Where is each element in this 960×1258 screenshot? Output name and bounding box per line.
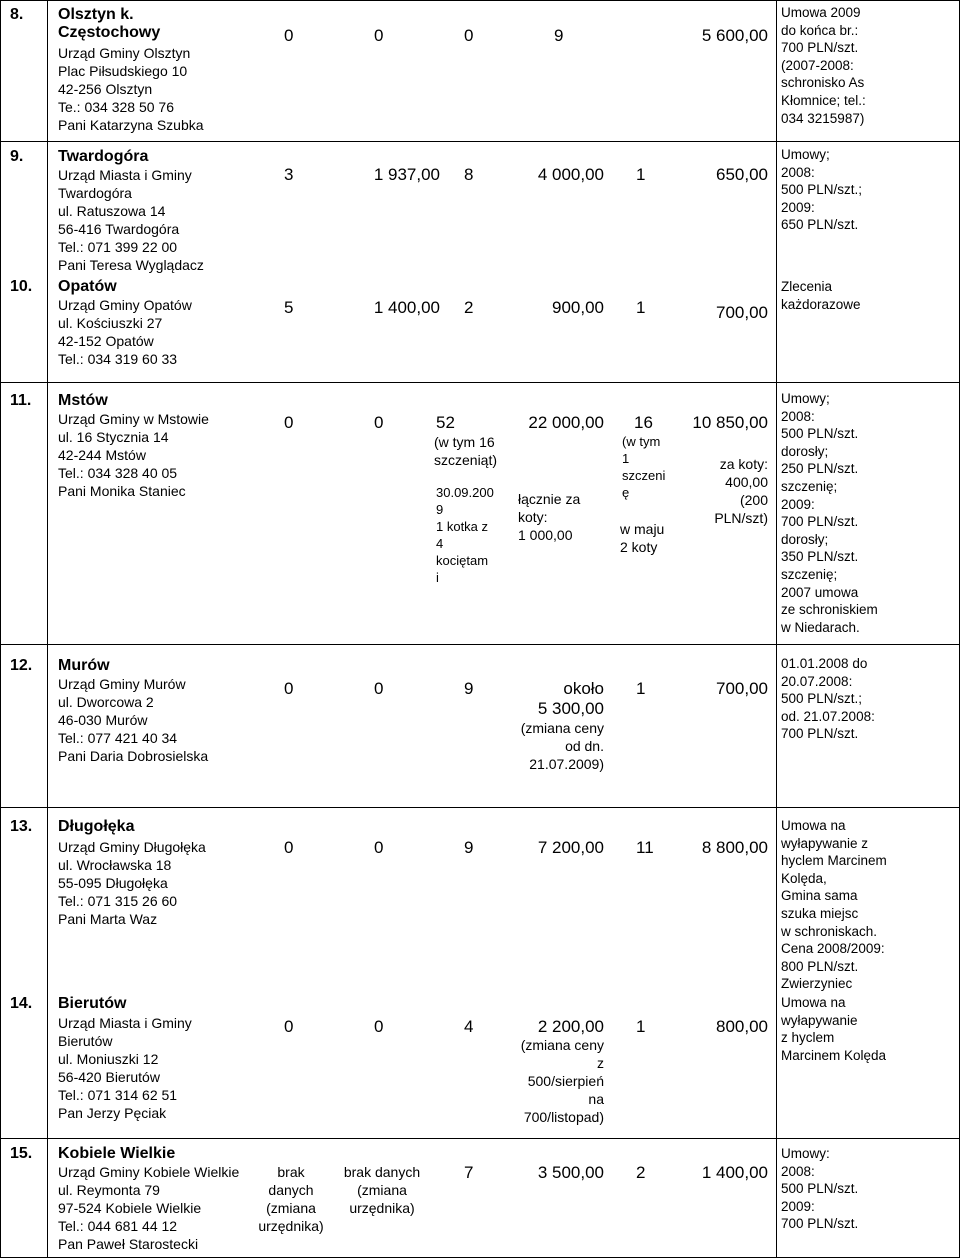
value-cell: 4 bbox=[464, 1017, 474, 1036]
note-cell: Umowy; 2008: 500 PLN/szt.; 2009: 650 PLN/szt. bbox=[781, 147, 863, 233]
note-cell: 01.01.2008 do 20.07.2008: 500 PLN/szt.; od. 21.07.2008: 700 PLN/szt. bbox=[781, 656, 875, 742]
value-note: (w tym 1 szczeni ę bbox=[622, 434, 666, 500]
value-cell: 9 bbox=[554, 26, 564, 45]
value-cell: 2 bbox=[464, 298, 474, 317]
note-cell: Umowa na wyłapywanie z hyclem Marcinem Kolęda, Gmina sama szuka miejsc w schroniskach. Cena 2008/2009: 800 PLN/szt. Zwierzyniec bbox=[781, 818, 887, 992]
municipality-name: Mstów bbox=[58, 392, 108, 409]
value-cell: 1 bbox=[636, 679, 646, 698]
note-cell: Umowa na wyłapywanie z hyclem Marcinem Kolęda bbox=[781, 995, 887, 1063]
column-divider bbox=[776, 0, 777, 1258]
value-note: (zmiana ceny z 500/sierpień na 700/listopad) bbox=[520, 1037, 604, 1125]
value-cell: 22 000,00 bbox=[528, 413, 604, 432]
row-divider bbox=[0, 644, 960, 645]
municipality-name: Twardogóra bbox=[58, 148, 149, 165]
municipality-name: Olsztyn k. Częstochowy bbox=[58, 6, 161, 41]
value-cell: 4 000,00 bbox=[537, 165, 604, 184]
value-cell: 0 bbox=[374, 838, 384, 857]
note-cell: Umowa 2009 do końca br.: 700 PLN/szt. (2007-2008: schronisko As Kłomnice; tel.: 034 3215987) bbox=[781, 5, 866, 126]
value-note: brak danych (zmiana urzędnika) bbox=[258, 1164, 324, 1234]
value-cell: 0 bbox=[374, 413, 384, 432]
value-cell: 2 200,00 bbox=[537, 1017, 604, 1036]
office-address: Urząd Gminy w Mstowie ul. 16 Stycznia 14 42-244 Mstów Tel.: 034 328 40 05 Pani Monika Staniec bbox=[58, 411, 209, 499]
row-number: 15. bbox=[10, 1145, 33, 1162]
value-cell: 7 bbox=[464, 1163, 474, 1182]
value-cell: 1 400,00 bbox=[701, 1163, 768, 1182]
row-number: 13. bbox=[10, 818, 33, 835]
value-cell: 10 850,00 bbox=[692, 413, 768, 432]
value-cell: 9 bbox=[464, 679, 474, 698]
value-cell: 3 bbox=[284, 165, 294, 184]
office-address: Urząd Gminy Murów ul. Dworcowa 2 46-030 Murów Tel.: 077 421 40 34 Pani Daria Dobrosielska bbox=[58, 676, 209, 764]
value-cell: 900,00 bbox=[552, 298, 604, 317]
value-cell: 1 bbox=[636, 298, 646, 317]
row-number: 11. bbox=[10, 392, 32, 409]
row-number: 12. bbox=[10, 657, 33, 674]
row-divider bbox=[0, 0, 960, 1]
value-cell: 0 bbox=[284, 679, 294, 698]
office-address: Urząd Miasta i Gminy Twardogóra ul. Ratuszowa 14 56-416 Twardogóra Tel.: 071 399 22 00 Pani Teresa Wyglądacz bbox=[58, 167, 204, 273]
value-cell: 11 bbox=[636, 838, 654, 857]
row-number: 10. bbox=[10, 278, 33, 295]
value-cell: 0 bbox=[284, 1017, 294, 1036]
value-cell: 1 bbox=[636, 165, 646, 184]
value-cell: 700,00 bbox=[716, 303, 768, 322]
value-cell: 3 500,00 bbox=[537, 1163, 604, 1182]
municipality-name: Kobiele Wielkie bbox=[58, 1145, 176, 1162]
note-cell: Zlecenia każdorazowe bbox=[781, 279, 861, 312]
value-cell: 650,00 bbox=[716, 165, 768, 184]
value-cell: 800,00 bbox=[716, 1017, 768, 1036]
note-cell: Umowy; 2008: 500 PLN/szt. dorosły; 250 PLN/szt. szczenię; 2009: 700 PLN/szt. dorosły; 350 PLN/szt. szczenię; 2007 umowa ze schroniskiem w Niedarach. bbox=[781, 391, 878, 635]
value-cell: 7 200,00 bbox=[537, 838, 604, 857]
value-cell: około 5 300,00 bbox=[537, 679, 604, 718]
value-cell: 0 bbox=[374, 679, 384, 698]
value-note: 30.09.200 9 1 kotka z 4 kociętam i bbox=[436, 485, 494, 585]
office-address: Urząd Gminy Olsztyn Plac Piłsudskiego 10 42-256 Olsztyn Te.: 034 328 50 76 Pani Katarzyna Szubka bbox=[58, 45, 204, 133]
value-cell: 700,00 bbox=[716, 679, 768, 698]
municipality-name: Opatów bbox=[58, 278, 117, 295]
row-number: 8. bbox=[10, 6, 24, 23]
note-cell: Umowy: 2008: 500 PLN/szt. 2009: 700 PLN/szt. bbox=[781, 1146, 859, 1232]
row-number: 14. bbox=[10, 995, 33, 1012]
office-address: Urząd Gminy Długołęka ul. Wrocławska 18 55-095 Długołęka Tel.: 071 315 26 60 Pani Marta Waz bbox=[58, 839, 206, 927]
value-cell: 0 bbox=[284, 838, 294, 857]
value-cell: 8 800,00 bbox=[701, 838, 768, 857]
value-cell: 16 bbox=[634, 413, 653, 432]
value-cell: 1 bbox=[636, 1017, 646, 1036]
value-cell: 5 bbox=[284, 298, 294, 317]
row-number: 9. bbox=[10, 148, 24, 165]
value-cell: 0 bbox=[374, 26, 384, 45]
row-divider bbox=[0, 1138, 960, 1139]
value-note: łącznie za koty: 1 000,00 bbox=[518, 491, 581, 543]
office-address: Urząd Miasta i Gminy Bierutów ul. Moniuszki 12 56-420 Bierutów Tel.: 071 314 62 51 Pan Jerzy Pęciak bbox=[58, 1015, 192, 1121]
office-address: Urząd Gminy Opatów ul. Kościuszki 27 42-152 Opatów Tel.: 034 319 60 33 bbox=[58, 297, 192, 367]
municipality-name: Murów bbox=[58, 657, 110, 674]
value-note: (w tym 16 szczeniąt) bbox=[434, 434, 498, 468]
row-divider bbox=[0, 382, 960, 383]
table-border-left bbox=[0, 0, 1, 1258]
column-divider bbox=[47, 0, 48, 1258]
office-address: Urząd Gminy Kobiele Wielkie ul. Reymonta 79 97-524 Kobiele Wielkie Tel.: 044 681 44 12 Pan Paweł Starostecki bbox=[58, 1164, 240, 1252]
row-divider bbox=[0, 141, 960, 142]
value-cell: 5 600,00 bbox=[701, 26, 768, 45]
value-cell: 0 bbox=[284, 413, 294, 432]
value-cell: 52 bbox=[436, 413, 455, 432]
value-cell: 0 bbox=[374, 1017, 384, 1036]
value-cell: 2 bbox=[636, 1163, 646, 1182]
value-note: w maju 2 koty bbox=[620, 521, 665, 555]
value-cell: 1 937,00 bbox=[373, 165, 440, 184]
municipality-name: Bierutów bbox=[58, 995, 127, 1012]
value-cell: 1 400,00 bbox=[373, 298, 440, 317]
value-note: za koty: 400,00 (200 PLN/szt) bbox=[714, 456, 768, 526]
value-note: brak danych (zmiana urzędnika) bbox=[343, 1164, 421, 1216]
value-cell: 8 bbox=[464, 165, 474, 184]
value-cell: 0 bbox=[464, 26, 474, 45]
municipality-name: Długołęka bbox=[58, 818, 135, 835]
value-note: (zmiana ceny od dn. 21.07.2009) bbox=[520, 720, 604, 772]
value-cell: 0 bbox=[284, 26, 294, 45]
row-divider bbox=[0, 807, 960, 808]
value-cell: 9 bbox=[464, 838, 474, 857]
